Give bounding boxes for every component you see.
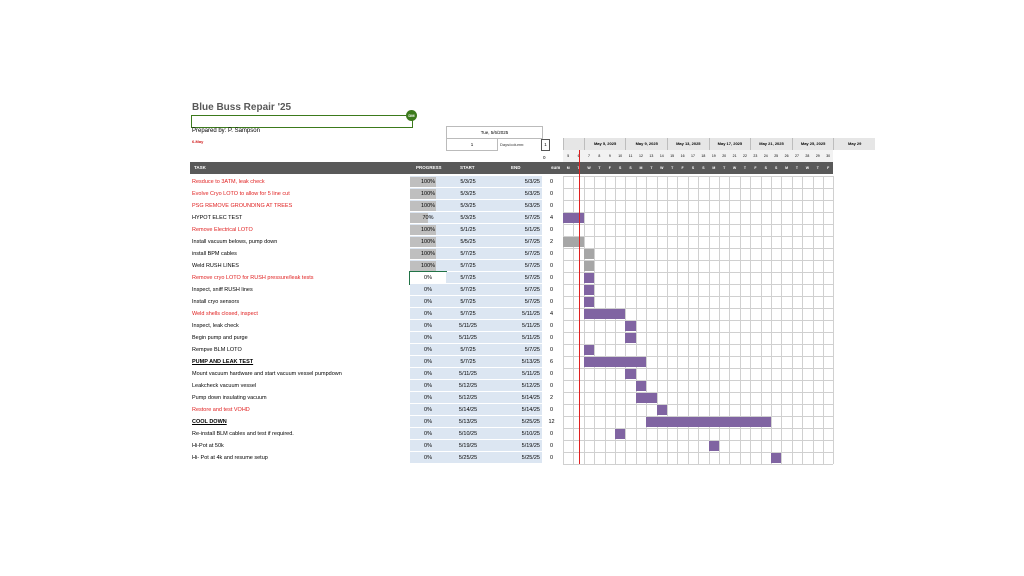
- progress-text: 100%: [420, 179, 436, 185]
- task-days: 0: [549, 431, 554, 437]
- progress-text: 0%: [424, 347, 432, 353]
- task-end[interactable]: 5/7/25: [490, 296, 542, 308]
- task-end[interactable]: 5/12/25: [490, 380, 542, 392]
- task-name[interactable]: PUMP AND LEAK TEST: [192, 359, 254, 365]
- day-letter: T: [792, 162, 802, 174]
- grid-vline: [833, 176, 834, 464]
- task-days: 0: [549, 299, 554, 305]
- task-days: 0: [549, 347, 554, 353]
- progress-text: 100%: [420, 203, 436, 209]
- grid-hline: [563, 380, 833, 381]
- task-row[interactable]: [190, 308, 563, 320]
- week-label: May 17, 2025: [709, 138, 751, 150]
- day-number: 15: [667, 150, 677, 162]
- task-row[interactable]: [190, 344, 563, 356]
- task-name[interactable]: Re-install BLM cables and test if required.: [192, 431, 294, 437]
- day-number: 14: [657, 150, 667, 162]
- grid-hline: [563, 440, 833, 441]
- header-end: END: [511, 165, 521, 170]
- task-name[interactable]: Mount vacuum hardware and start vacuum vessel pumpdown: [192, 371, 342, 377]
- task-row[interactable]: [190, 248, 563, 260]
- progress-text: 0%: [424, 419, 432, 425]
- gantt-bar[interactable]: [615, 429, 625, 439]
- gantt-bar[interactable]: [584, 309, 626, 319]
- gantt-bar[interactable]: [584, 345, 594, 355]
- grid-hline: [563, 404, 833, 405]
- day-letter: F: [823, 162, 833, 174]
- day-letter: T: [719, 162, 729, 174]
- task-days: 2: [549, 239, 554, 245]
- task-progress[interactable]: [410, 200, 446, 212]
- task-name[interactable]: Evolve Cryo LOTO to allow for 5 line cut: [192, 191, 290, 197]
- task-start[interactable]: 5/7/25: [446, 260, 490, 272]
- task-progress[interactable]: [410, 224, 446, 236]
- task-progress[interactable]: [410, 404, 446, 416]
- task-row[interactable]: [190, 188, 563, 200]
- task-row[interactable]: [190, 356, 563, 368]
- task-start[interactable]: 5/19/25: [446, 440, 490, 452]
- day-number: 18: [698, 150, 708, 162]
- task-start[interactable]: 5/3/25: [446, 200, 490, 212]
- task-end[interactable]: 5/11/25: [490, 320, 542, 332]
- day-number: 19: [709, 150, 719, 162]
- progress-text: 0%: [424, 335, 432, 341]
- task-name[interactable]: Leakcheck vacuum vessel: [192, 383, 257, 389]
- task-row[interactable]: [190, 440, 563, 452]
- task-name[interactable]: Weld shells closed, inspect: [192, 311, 258, 317]
- day-number: 25: [771, 150, 781, 162]
- task-days: 0: [549, 407, 554, 413]
- task-end[interactable]: 5/7/25: [490, 260, 542, 272]
- day-letter: T: [646, 162, 656, 174]
- day-number: 28: [802, 150, 812, 162]
- task-end[interactable]: 5/11/25: [490, 368, 542, 380]
- days-per-column-input[interactable]: 1: [541, 139, 550, 151]
- grid-hline: [563, 236, 833, 237]
- task-end[interactable]: 5/7/25: [490, 344, 542, 356]
- task-days: 0: [549, 443, 554, 449]
- task-progress[interactable]: [410, 392, 446, 404]
- task-row[interactable]: [190, 392, 563, 404]
- day-letter: S: [625, 162, 635, 174]
- header-task: TASK: [194, 165, 206, 170]
- task-end[interactable]: 5/3/25: [490, 176, 542, 188]
- day-letter: M: [709, 162, 719, 174]
- progress-text: 0%: [424, 287, 432, 293]
- task-row[interactable]: [190, 236, 563, 248]
- gantt-bar[interactable]: [636, 393, 657, 403]
- task-days: 12: [548, 419, 555, 425]
- progress-text: 0%: [424, 407, 432, 413]
- progress-text: 70%: [422, 215, 434, 221]
- progress-text: 100%: [420, 191, 436, 197]
- day-number: 24: [761, 150, 771, 162]
- task-start[interactable]: 5/7/25: [446, 344, 490, 356]
- task-name[interactable]: COOL DOWN: [192, 419, 227, 425]
- task-row[interactable]: [190, 212, 563, 224]
- day-number: 8: [594, 150, 604, 162]
- progress-text: 0%: [424, 431, 432, 437]
- task-days: 2: [549, 395, 554, 401]
- task-days: 0: [549, 263, 554, 269]
- task-days: 6: [549, 359, 554, 365]
- task-row[interactable]: [190, 368, 563, 380]
- task-progress[interactable]: [410, 428, 446, 440]
- day-number: 17: [688, 150, 698, 162]
- progress-text: 100%: [420, 227, 436, 233]
- grid-hline: [563, 368, 833, 369]
- task-start[interactable]: 5/1/25: [446, 224, 490, 236]
- task-start[interactable]: 5/7/25: [446, 284, 490, 296]
- progress-text: 0%: [424, 323, 432, 329]
- week-label: May 13, 2025: [667, 138, 709, 150]
- task-name[interactable]: Remove Electrical LOTO: [192, 227, 253, 233]
- task-end[interactable]: 5/14/25: [490, 392, 542, 404]
- grid-hline: [563, 344, 833, 345]
- task-progress[interactable]: [410, 248, 446, 260]
- grid-hline: [563, 284, 833, 285]
- progress-text: 100%: [420, 239, 436, 245]
- task-progress[interactable]: [410, 320, 446, 332]
- gantt-bar[interactable]: [584, 249, 594, 259]
- grid-hline: [563, 212, 833, 213]
- task-name[interactable]: Begin pump and purge: [192, 335, 248, 341]
- task-end[interactable]: 5/13/25: [490, 356, 542, 368]
- task-progress[interactable]: [410, 236, 446, 248]
- grid-hline: [563, 176, 833, 177]
- header-days: sum: [551, 165, 561, 170]
- grid-hline: [563, 224, 833, 225]
- gantt-bar[interactable]: [584, 285, 594, 295]
- task-start[interactable]: 5/25/25: [446, 452, 490, 464]
- task-name[interactable]: Install vacuum belows, pump down: [192, 239, 278, 245]
- progress-text: 0%: [424, 383, 432, 389]
- task-name[interactable]: HYPOT ELEC TEST: [192, 215, 243, 221]
- gantt-bar[interactable]: [584, 273, 594, 283]
- header-start: START: [460, 165, 475, 170]
- gantt-bar[interactable]: [625, 333, 635, 343]
- task-start[interactable]: 5/5/25: [446, 236, 490, 248]
- task-progress[interactable]: [410, 260, 446, 272]
- task-progress[interactable]: [410, 452, 446, 464]
- grid-hline: [563, 452, 833, 453]
- day-letter: T: [740, 162, 750, 174]
- task-start[interactable]: 5/11/25: [446, 332, 490, 344]
- day-number: 27: [792, 150, 802, 162]
- day-letter: W: [657, 162, 667, 174]
- day-letter: M: [563, 162, 573, 174]
- task-row[interactable]: [190, 452, 563, 464]
- task-days: 0: [549, 251, 554, 257]
- task-progress[interactable]: [410, 380, 446, 392]
- task-name[interactable]: Rempve BLM LOTO: [192, 347, 242, 353]
- task-start[interactable]: 5/3/25: [446, 176, 490, 188]
- task-name[interactable]: Resduce to 3ATM, leak check: [192, 179, 265, 185]
- task-progress[interactable]: [410, 176, 446, 188]
- week-label-lead: [563, 138, 584, 150]
- progress-text: 0%: [424, 359, 432, 365]
- gantt-bar[interactable]: [657, 405, 667, 415]
- day-letter: S: [771, 162, 781, 174]
- progress-text: 0%: [424, 455, 432, 461]
- header-progress: PROGRESS: [416, 165, 442, 170]
- task-name[interactable]: PSG REMOVE GROUNDING AT TREES: [192, 203, 293, 209]
- task-progress[interactable]: [410, 440, 446, 452]
- task-start[interactable]: 5/13/25: [446, 416, 490, 428]
- task-days: 0: [549, 179, 554, 185]
- gantt-bar[interactable]: [709, 441, 719, 451]
- progress-text: 0%: [424, 371, 432, 377]
- task-end[interactable]: 5/7/25: [490, 248, 542, 260]
- task-start[interactable]: 5/12/25: [446, 380, 490, 392]
- task-days: 0: [549, 227, 554, 233]
- gantt-bar[interactable]: [563, 213, 584, 223]
- week-label: May 5, 2025: [584, 138, 626, 150]
- week-label: May 9, 2025: [625, 138, 667, 150]
- task-start[interactable]: 5/3/25: [446, 212, 490, 224]
- task-row[interactable]: [190, 380, 563, 392]
- day-number: 12: [636, 150, 646, 162]
- gantt-bar[interactable]: [625, 369, 635, 379]
- task-start[interactable]: 5/7/25: [446, 308, 490, 320]
- progress-text: 100%: [420, 263, 436, 269]
- task-row[interactable]: [190, 200, 563, 212]
- day-letter: F: [605, 162, 615, 174]
- progress-text: 0%: [424, 275, 432, 281]
- progress-text: 0%: [424, 395, 432, 401]
- gantt-bar[interactable]: [625, 321, 635, 331]
- task-progress[interactable]: [410, 356, 446, 368]
- days-per-column-label: Days/column:: [500, 142, 525, 147]
- display-week-cell[interactable]: 1: [446, 138, 498, 151]
- gantt-bar[interactable]: [584, 297, 594, 307]
- task-days: 4: [549, 311, 554, 317]
- progress-text: 100%: [420, 251, 436, 257]
- task-row[interactable]: [190, 320, 563, 332]
- task-progress[interactable]: [410, 272, 446, 284]
- task-end[interactable]: 5/7/25: [490, 284, 542, 296]
- prepared-by: Prepared by: P. Sampson: [192, 128, 260, 134]
- task-progress[interactable]: [410, 188, 446, 200]
- task-name[interactable]: Remove cryo LOTO for RUSH pressure/leak tests: [192, 275, 314, 281]
- task-row[interactable]: [190, 404, 563, 416]
- day-number: 21: [729, 150, 739, 162]
- task-start[interactable]: 5/3/25: [446, 188, 490, 200]
- task-row[interactable]: [190, 428, 563, 440]
- task-end[interactable]: 5/1/25: [490, 224, 542, 236]
- day-number: 11: [625, 150, 635, 162]
- grid-hline: [563, 248, 833, 249]
- task-name[interactable]: install BPM cables: [192, 251, 237, 257]
- task-name[interactable]: Inspect, leak check: [192, 323, 239, 329]
- task-name[interactable]: Inspect, sniff RUSH lines: [192, 287, 253, 293]
- task-start[interactable]: 5/7/25: [446, 356, 490, 368]
- task-start[interactable]: 5/12/25: [446, 392, 490, 404]
- task-progress[interactable]: [410, 368, 446, 380]
- task-days: 0: [549, 383, 554, 389]
- day-number: 13: [646, 150, 656, 162]
- progress-text: 0%: [424, 311, 432, 317]
- gantt-bar[interactable]: [771, 453, 781, 463]
- task-end[interactable]: 5/7/25: [490, 236, 542, 248]
- task-row[interactable]: [190, 296, 563, 308]
- day-letter: W: [729, 162, 739, 174]
- day-letter: T: [813, 162, 823, 174]
- gantt-bar[interactable]: [584, 357, 646, 367]
- task-end[interactable]: 5/11/25: [490, 332, 542, 344]
- task-name[interactable]: Pump down insulating vacuum: [192, 395, 267, 401]
- day-number: 7: [584, 150, 594, 162]
- grid-hline: [563, 272, 833, 273]
- task-progress[interactable]: [410, 212, 446, 224]
- grid-hline: [563, 392, 833, 393]
- day-number: 16: [677, 150, 687, 162]
- day-number: 26: [781, 150, 791, 162]
- day-letter: M: [781, 162, 791, 174]
- task-row[interactable]: [190, 272, 563, 284]
- day-letter: M: [636, 162, 646, 174]
- task-start[interactable]: 5/7/25: [446, 272, 490, 284]
- task-row[interactable]: [190, 416, 563, 428]
- user-avatar-badge[interactable]: DM: [406, 110, 417, 121]
- gantt-bar[interactable]: [646, 417, 771, 427]
- task-start[interactable]: 5/10/25: [446, 428, 490, 440]
- grid-hline: [563, 332, 833, 333]
- day-letter: T: [594, 162, 604, 174]
- week-label: May 21, 2025: [750, 138, 792, 150]
- task-progress[interactable]: [410, 284, 446, 296]
- day-number: 9: [605, 150, 615, 162]
- task-days: 0: [549, 323, 554, 329]
- task-name[interactable]: Hi- Pot at 4k and resume setup: [192, 455, 268, 461]
- progress-text: 0%: [424, 443, 432, 449]
- task-name[interactable]: Weld RUSH LINES: [192, 263, 239, 269]
- grid-hline: [563, 296, 833, 297]
- task-end[interactable]: 5/7/25: [490, 272, 542, 284]
- task-end[interactable]: 5/11/25: [490, 308, 542, 320]
- gantt-chart: [563, 138, 862, 464]
- task-start[interactable]: 5/7/25: [446, 296, 490, 308]
- day-letter: S: [688, 162, 698, 174]
- day-number: 22: [740, 150, 750, 162]
- task-row[interactable]: [190, 332, 563, 344]
- task-progress[interactable]: [410, 344, 446, 356]
- status-date: 6-May: [192, 139, 204, 144]
- gantt-bar[interactable]: [636, 381, 646, 391]
- task-days: 0: [549, 275, 554, 281]
- task-name[interactable]: Install cryo sensors: [192, 299, 240, 305]
- progress-text: 0%: [424, 299, 432, 305]
- task-days: 0: [549, 455, 554, 461]
- task-row[interactable]: [190, 176, 563, 188]
- day-letter: S: [615, 162, 625, 174]
- task-row[interactable]: [190, 260, 563, 272]
- sheet-title: Blue Buss Repair '25: [192, 102, 292, 113]
- day-number: 30: [823, 150, 833, 162]
- day-letter: F: [750, 162, 760, 174]
- gantt-bar[interactable]: [584, 261, 594, 271]
- project-start-cell[interactable]: Tue, 5/6/2025: [446, 126, 543, 139]
- day-letter: S: [761, 162, 771, 174]
- task-progress[interactable]: [410, 308, 446, 320]
- zero-label: 0: [543, 155, 546, 160]
- day-letter: F: [677, 162, 687, 174]
- day-number: 23: [750, 150, 760, 162]
- day-letter: W: [802, 162, 812, 174]
- task-name[interactable]: Hi-Pot at 50k: [192, 443, 224, 449]
- grid-hline: [563, 428, 833, 429]
- task-days: 4: [549, 215, 554, 221]
- task-days: 0: [549, 287, 554, 293]
- task-row[interactable]: [190, 284, 563, 296]
- task-end[interactable]: 5/25/25: [490, 416, 542, 428]
- task-start[interactable]: 5/7/25: [446, 248, 490, 260]
- grid-hline: [563, 320, 833, 321]
- task-progress[interactable]: [410, 416, 446, 428]
- day-letter: W: [584, 162, 594, 174]
- task-name[interactable]: Restore and test VOHD: [192, 407, 250, 413]
- task-end[interactable]: 5/19/25: [490, 440, 542, 452]
- task-start[interactable]: 5/14/25: [446, 404, 490, 416]
- task-end[interactable]: 5/14/25: [490, 404, 542, 416]
- task-end[interactable]: 5/25/25: [490, 452, 542, 464]
- day-letter: S: [698, 162, 708, 174]
- task-days: 0: [549, 371, 554, 377]
- task-days: 0: [549, 335, 554, 341]
- task-days: 0: [549, 191, 554, 197]
- today-marker: [579, 150, 580, 464]
- gantt-bar[interactable]: [563, 237, 584, 247]
- grid-hline: [563, 200, 833, 201]
- task-days: 0: [549, 203, 554, 209]
- task-start[interactable]: 5/11/25: [446, 320, 490, 332]
- task-start[interactable]: 5/11/25: [446, 368, 490, 380]
- grid-hline: [563, 188, 833, 189]
- day-letter: T: [667, 162, 677, 174]
- task-row[interactable]: [190, 224, 563, 236]
- day-number: 20: [719, 150, 729, 162]
- week-label: May 25, 2025: [792, 138, 834, 150]
- day-number: 10: [615, 150, 625, 162]
- task-end[interactable]: 5/7/25: [490, 212, 542, 224]
- table-header: [190, 162, 563, 174]
- task-end[interactable]: 5/3/25: [490, 188, 542, 200]
- week-label: May 29: [833, 138, 875, 150]
- day-number: 5: [563, 150, 573, 162]
- day-number: 29: [813, 150, 823, 162]
- task-end[interactable]: 5/3/25: [490, 200, 542, 212]
- task-progress[interactable]: [410, 332, 446, 344]
- task-progress[interactable]: [410, 296, 446, 308]
- task-end[interactable]: 5/10/25: [490, 428, 542, 440]
- grid-hline: [563, 464, 833, 465]
- title-cell-selection[interactable]: [191, 115, 413, 128]
- grid-hline: [563, 260, 833, 261]
